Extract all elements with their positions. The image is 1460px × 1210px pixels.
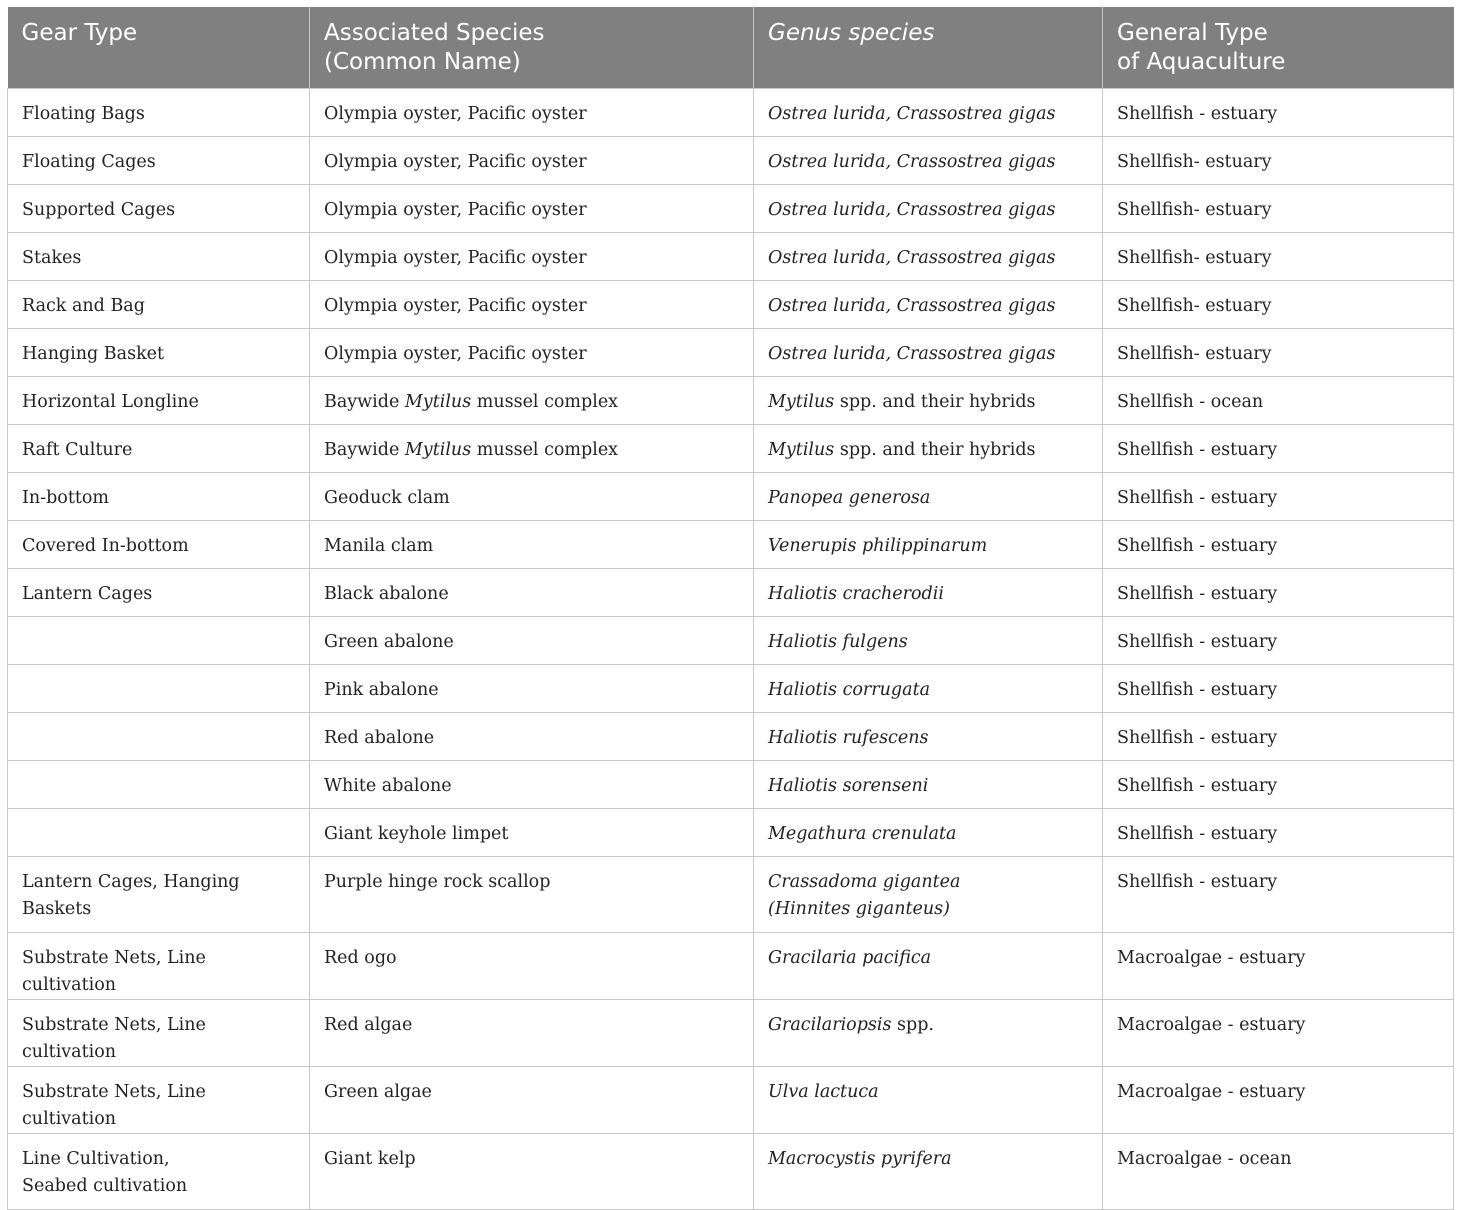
gear-type-cell [8, 713, 310, 761]
common-name-cell: Red abalone [310, 713, 754, 761]
gear-type-cell: Stakes [8, 233, 310, 281]
genus-species-cell: Panopea generosa [754, 473, 1103, 521]
gear-type-cell: Supported Cages [8, 185, 310, 233]
common-name-cell: Olympia oyster, Pacific oyster [310, 137, 754, 185]
table-row [8, 1067, 1454, 1134]
table-row [8, 137, 1454, 185]
aquaculture-type-cell: Shellfish - estuary [1103, 761, 1454, 809]
common-name-cell: Olympia oyster, Pacific oyster [310, 233, 754, 281]
genus-species-cell: Ostrea lurida, Crassostrea gigas [754, 137, 1103, 185]
aquaculture-type-cell: Macroalgae - estuary [1103, 1067, 1454, 1134]
header-gear-type: Gear Type [8, 7, 310, 89]
table-row [8, 761, 1454, 809]
header-genus-species: Genus species [754, 7, 1103, 89]
common-name-cell: Black abalone [310, 569, 754, 617]
aquaculture-type-cell: Shellfish - estuary [1103, 425, 1454, 473]
aquaculture-type-cell: Shellfish - estuary [1103, 569, 1454, 617]
table-row [8, 89, 1454, 137]
common-name-cell: Baywide Mytilus mussel complex [310, 377, 754, 425]
gear-type-cell: Raft Culture [8, 425, 310, 473]
genus-species-cell: Haliotis fulgens [754, 617, 1103, 665]
common-name-cell: Olympia oyster, Pacific oyster [310, 281, 754, 329]
aquaculture-type-cell: Shellfish - estuary [1103, 617, 1454, 665]
gear-type-cell [8, 617, 310, 665]
gear-type-cell: Line Cultivation, Seabed cultivation [8, 1134, 310, 1210]
table-row [8, 665, 1454, 713]
aquaculture-type-cell: Shellfish - ocean [1103, 377, 1454, 425]
genus-species-cell: Mytilus spp. and their hybrids [754, 425, 1103, 473]
table-row [8, 329, 1454, 377]
aquaculture-type-cell: Macroalgae - estuary [1103, 1000, 1454, 1067]
table-row [8, 233, 1454, 281]
aquaculture-type-cell: Shellfish- estuary [1103, 281, 1454, 329]
genus-species-cell: Ostrea lurida, Crassostrea gigas [754, 89, 1103, 137]
aquaculture-type-cell: Shellfish - estuary [1103, 713, 1454, 761]
aquaculture-type-cell: Shellfish - estuary [1103, 809, 1454, 857]
gear-type-cell: Substrate Nets, Line cultivation [8, 1000, 310, 1067]
header-general-type: General Type of Aquaculture [1103, 7, 1454, 89]
aquaculture-type-cell: Shellfish - estuary [1103, 857, 1454, 933]
genus-species-cell: Ostrea lurida, Crassostrea gigas [754, 281, 1103, 329]
genus-species-cell: Haliotis sorenseni [754, 761, 1103, 809]
gear-type-cell: Floating Cages [8, 137, 310, 185]
gear-type-cell: Substrate Nets, Line cultivation [8, 933, 310, 1000]
aquaculture-type-cell: Shellfish - estuary [1103, 473, 1454, 521]
genus-species-cell: Venerupis philippinarum [754, 521, 1103, 569]
gear-type-cell: Lantern Cages, Hanging Baskets [8, 857, 310, 933]
table-row [8, 425, 1454, 473]
common-name-cell: Olympia oyster, Pacific oyster [310, 185, 754, 233]
table-row [8, 521, 1454, 569]
genus-species-cell: Ostrea lurida, Crassostrea gigas [754, 185, 1103, 233]
common-name-cell: Baywide Mytilus mussel complex [310, 425, 754, 473]
table-row [8, 809, 1454, 857]
table-row [8, 713, 1454, 761]
table-row [8, 185, 1454, 233]
table-row [8, 857, 1454, 933]
gear-type-cell: Hanging Basket [8, 329, 310, 377]
genus-species-cell: Macrocystis pyrifera [754, 1134, 1103, 1210]
gear-type-cell: Floating Bags [8, 89, 310, 137]
gear-type-cell [8, 665, 310, 713]
common-name-cell: Geoduck clam [310, 473, 754, 521]
common-name-cell: Red ogo [310, 933, 754, 1000]
table-row [8, 1134, 1454, 1210]
common-name-cell: Giant kelp [310, 1134, 754, 1210]
common-name-cell: Purple hinge rock scallop [310, 857, 754, 933]
gear-type-cell: Horizontal Longline [8, 377, 310, 425]
aquaculture-type-cell: Shellfish- estuary [1103, 329, 1454, 377]
gear-type-cell [8, 761, 310, 809]
gear-type-cell: Substrate Nets, Line cultivation [8, 1067, 310, 1134]
header-associated-species: Associated Species (Common Name) [310, 7, 754, 89]
aquaculture-type-cell: Shellfish - estuary [1103, 89, 1454, 137]
gear-type-cell: Lantern Cages [8, 569, 310, 617]
genus-species-cell: Megathura crenulata [754, 809, 1103, 857]
aquaculture-type-cell: Shellfish- estuary [1103, 233, 1454, 281]
table-row [8, 569, 1454, 617]
aquaculture-gear-table [7, 7, 1454, 1210]
aquaculture-type-cell: Shellfish- estuary [1103, 185, 1454, 233]
common-name-cell: White abalone [310, 761, 754, 809]
common-name-cell: Green algae [310, 1067, 754, 1134]
aquaculture-type-cell: Macroalgae - ocean [1103, 1134, 1454, 1210]
gear-type-cell [8, 809, 310, 857]
common-name-cell: Giant keyhole limpet [310, 809, 754, 857]
genus-species-cell: Haliotis cracherodii [754, 569, 1103, 617]
aquaculture-type-cell: Shellfish - estuary [1103, 665, 1454, 713]
aquaculture-type-cell: Shellfish- estuary [1103, 137, 1454, 185]
common-name-cell: Manila clam [310, 521, 754, 569]
common-name-cell: Red algae [310, 1000, 754, 1067]
table-row [8, 473, 1454, 521]
common-name-cell: Pink abalone [310, 665, 754, 713]
header-row [8, 7, 1454, 89]
common-name-cell: Olympia oyster, Pacific oyster [310, 89, 754, 137]
genus-species-cell: Mytilus spp. and their hybrids [754, 377, 1103, 425]
table-row [8, 617, 1454, 665]
common-name-cell: Green abalone [310, 617, 754, 665]
genus-species-cell: Gracilaria pacifica [754, 933, 1103, 1000]
genus-species-cell: Ulva lactuca [754, 1067, 1103, 1134]
table-row [8, 281, 1454, 329]
genus-species-cell: Crassadoma gigantea (Hinnites giganteus) [754, 857, 1103, 933]
genus-species-cell: Ostrea lurida, Crassostrea gigas [754, 329, 1103, 377]
gear-type-cell: In-bottom [8, 473, 310, 521]
table-row [8, 377, 1454, 425]
genus-species-cell: Haliotis corrugata [754, 665, 1103, 713]
table-row [8, 933, 1454, 1000]
gear-type-cell: Covered In-bottom [8, 521, 310, 569]
common-name-cell: Olympia oyster, Pacific oyster [310, 329, 754, 377]
gear-type-cell: Rack and Bag [8, 281, 310, 329]
aquaculture-type-cell: Shellfish - estuary [1103, 521, 1454, 569]
genus-species-cell: Haliotis rufescens [754, 713, 1103, 761]
aquaculture-type-cell: Macroalgae - estuary [1103, 933, 1454, 1000]
table-row [8, 1000, 1454, 1067]
genus-species-cell: Ostrea lurida, Crassostrea gigas [754, 233, 1103, 281]
genus-species-cell: Gracilariopsis spp. [754, 1000, 1103, 1067]
